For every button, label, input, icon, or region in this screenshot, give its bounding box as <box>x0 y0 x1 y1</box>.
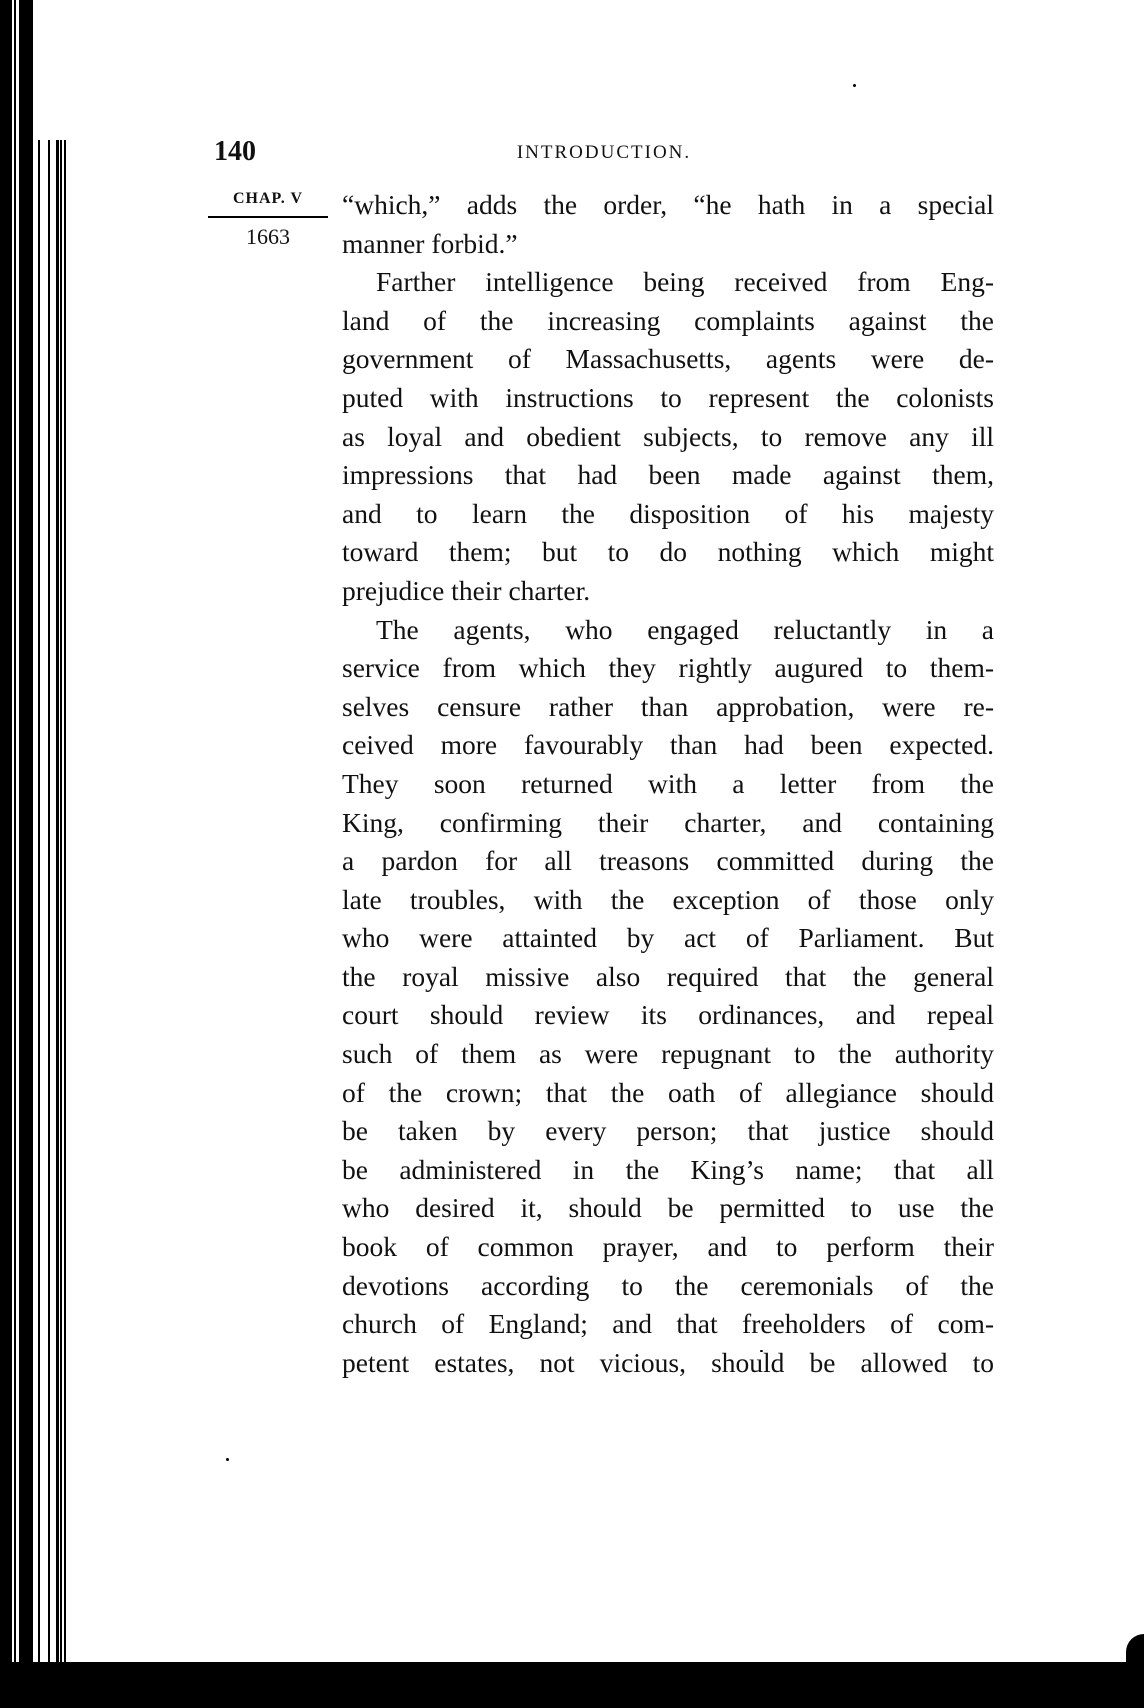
margin-note <box>208 190 328 250</box>
scan-speck <box>226 1458 229 1461</box>
text-line: toward them; but to do nothing which might <box>342 536 994 568</box>
text-line: the royal missive also required that the general <box>342 960 994 992</box>
margin-divider <box>208 216 328 218</box>
text-line: King, confirming their charter, and containing <box>342 806 994 838</box>
text-line: manner forbid.” <box>342 227 518 259</box>
text-line: be administered in the King’s name; that all <box>342 1153 994 1185</box>
margin-chapter: CHAP. V <box>232 190 304 207</box>
text-line: impressions that had been made against them, <box>342 459 994 491</box>
page-number: 140 <box>214 136 256 167</box>
scan-speck <box>853 84 856 87</box>
text-line: petent estates, not vicious, should be allowed to <box>342 1346 994 1378</box>
text-line: church of England; and that freeholders of com- <box>342 1308 994 1340</box>
text-line: of the crown; that the oath of allegiance should <box>342 1076 994 1108</box>
text-line: late troubles, with the exception of those only <box>342 883 994 915</box>
margin-year: 1663 <box>246 224 290 249</box>
text-line: prejudice their charter. <box>342 574 591 606</box>
text-line: who desired it, should be permitted to use the <box>342 1192 994 1224</box>
text-line: puted with instructions to represent the colonists <box>342 381 994 413</box>
body-text <box>342 186 994 1382</box>
text-line: The agents, who engaged reluctantly in a <box>376 613 994 645</box>
text-line: land of the increasing complaints against the <box>342 304 994 336</box>
text-line: service from which they rightly augured to them- <box>342 652 994 684</box>
text-line: devotions according to the ceremonials of the <box>342 1269 994 1301</box>
text-line: be taken by every person; that justice should <box>342 1115 994 1147</box>
text-line: who were attainted by act of Parliament. But <box>342 922 994 954</box>
text-line: They soon returned with a letter from the <box>342 767 994 799</box>
running-head <box>214 136 994 170</box>
text-line: ceived more favourably than had been expected. <box>342 729 994 761</box>
text-line: selves censure rather than approbation, were re- <box>342 690 994 722</box>
text-line: book of common prayer, and to perform their <box>342 1231 994 1263</box>
text-line: such of them as were repugnant to the authority <box>342 1038 994 1070</box>
text-line: a pardon for all treasons committed during the <box>342 845 994 877</box>
text-line: and to learn the disposition of his majesty <box>342 497 994 529</box>
scan-bottom-edge <box>0 1662 1144 1708</box>
text-line: Farther intelligence being received from Eng- <box>376 266 994 298</box>
text-line: as loyal and obedient subjects, to remove any ill <box>342 420 994 452</box>
text-line: government of Massachusetts, agents were de- <box>342 343 994 375</box>
text-line: “which,” adds the order, “he hath in a special <box>342 189 994 220</box>
running-title: INTRODUCTION. <box>516 142 692 163</box>
text-line: court should review its ordinances, and repeal <box>342 999 994 1031</box>
